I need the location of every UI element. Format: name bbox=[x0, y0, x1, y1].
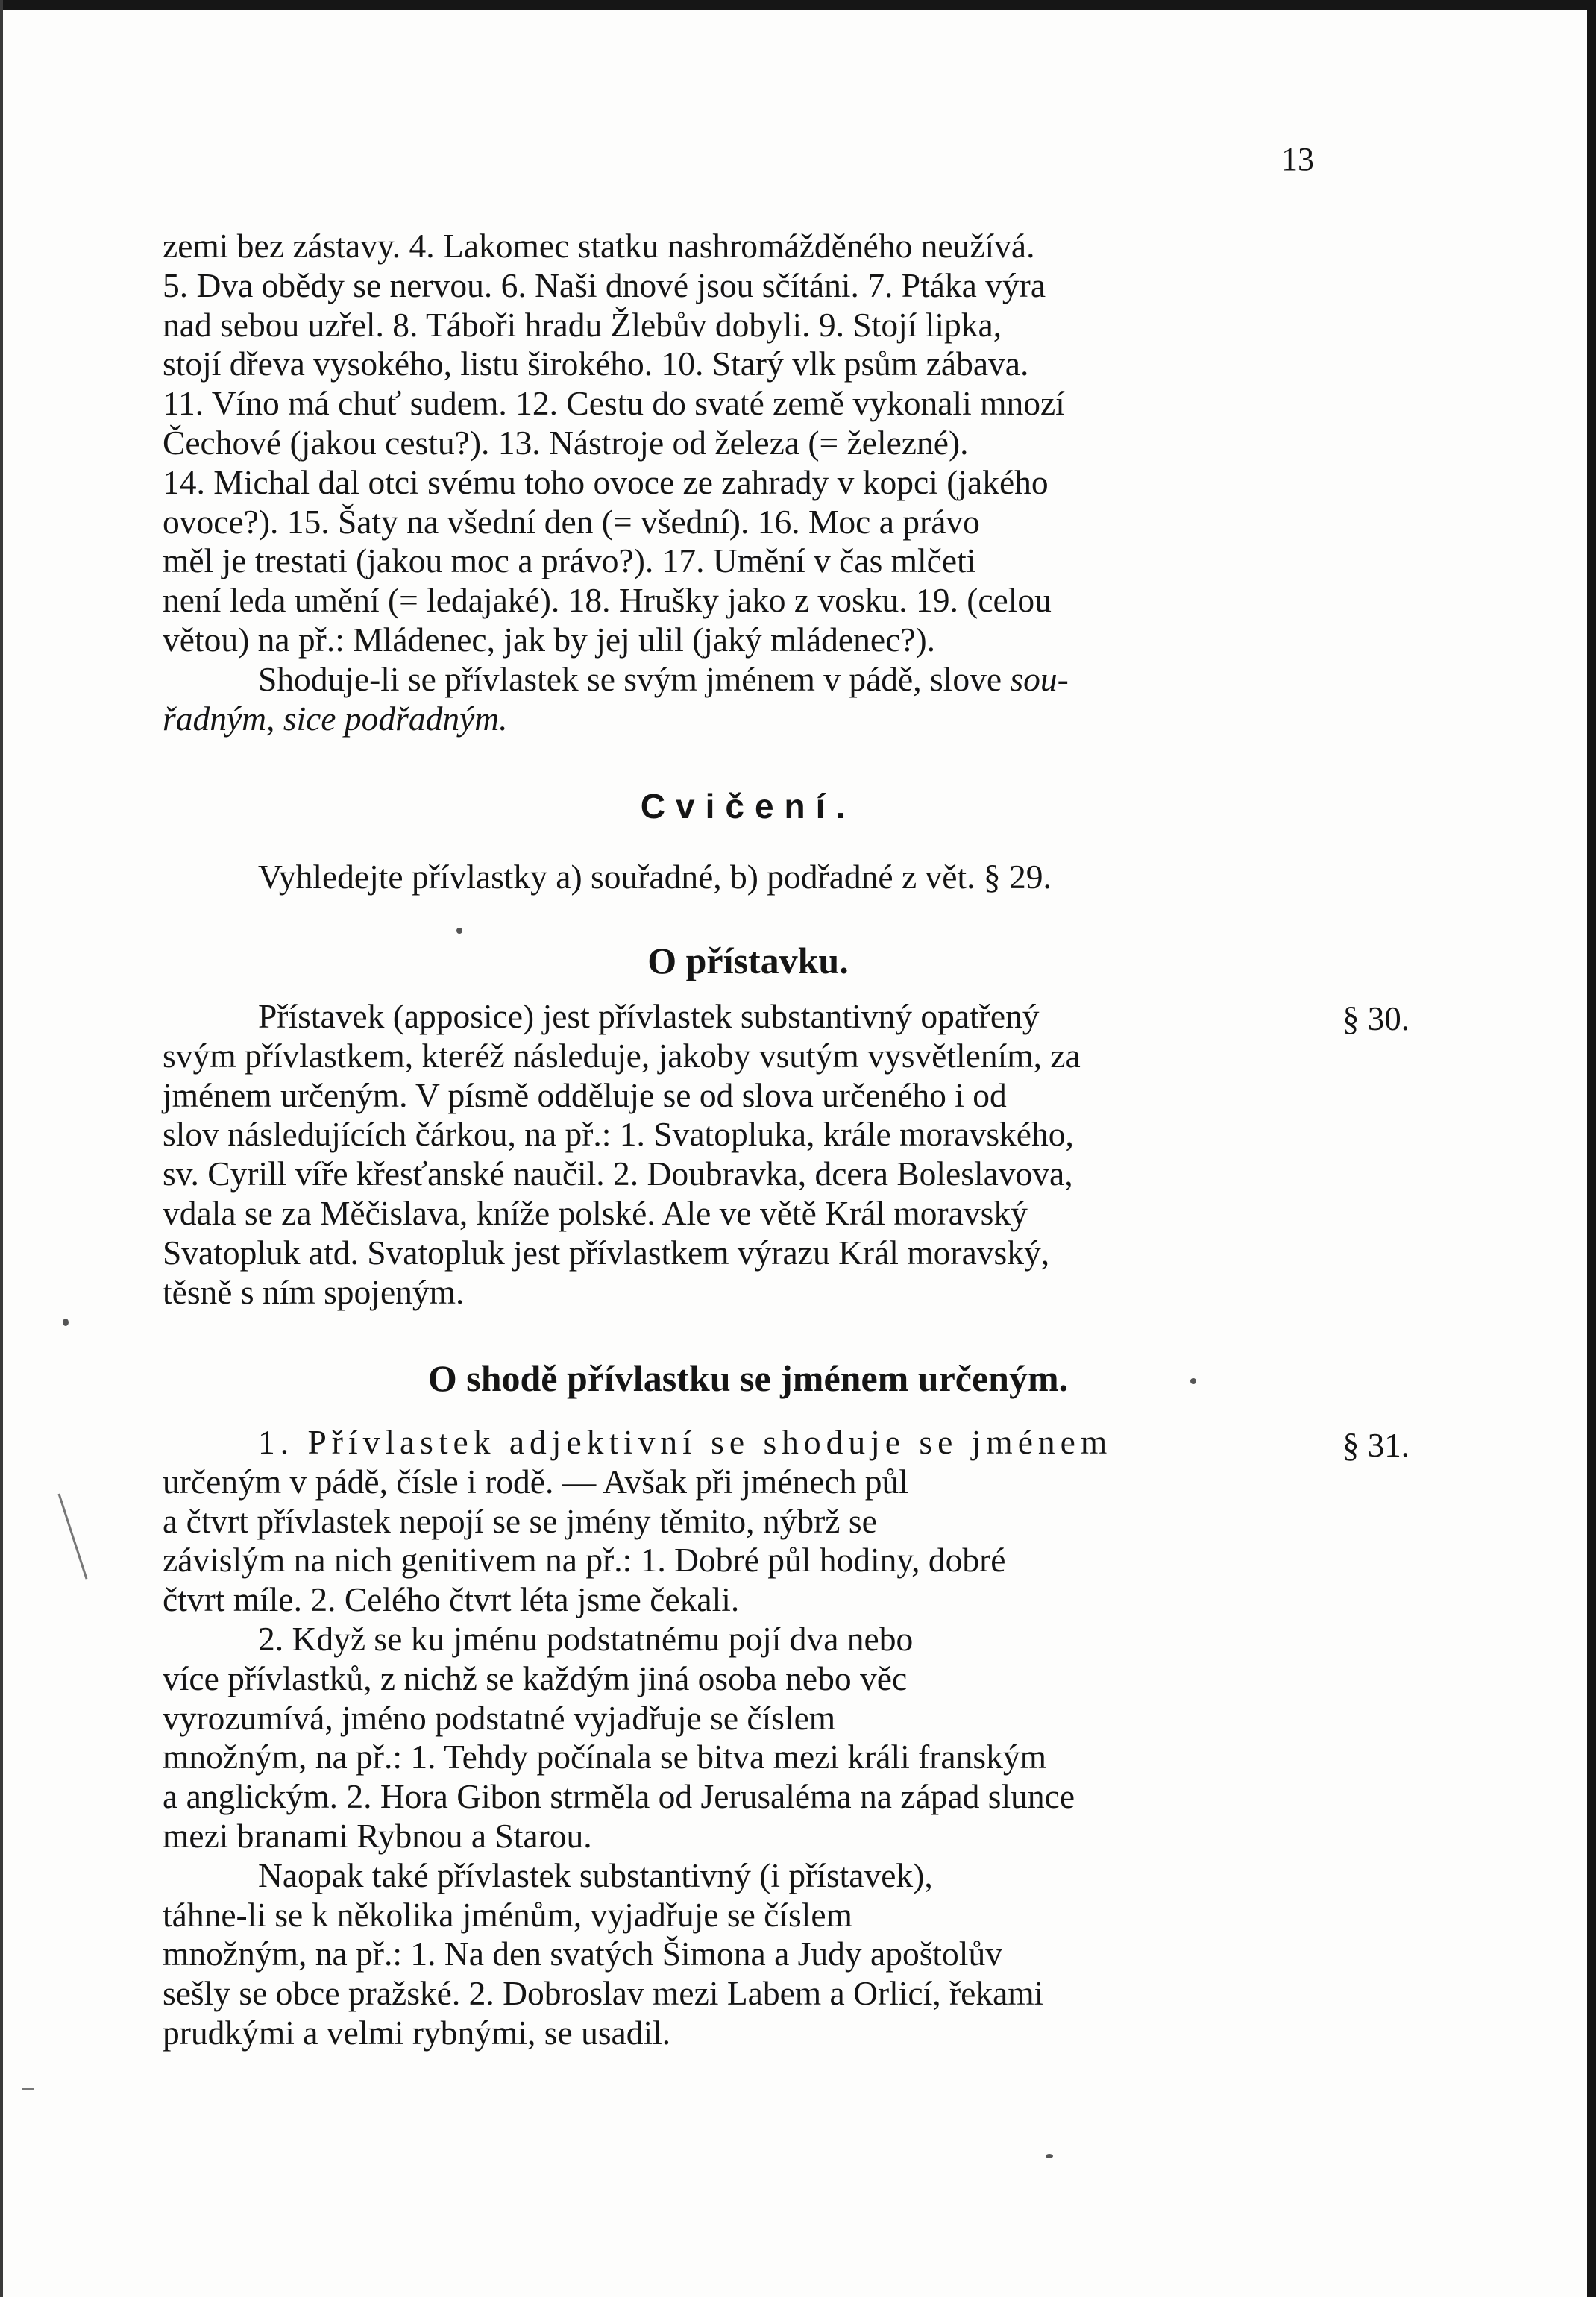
text-line: Čechové (jakou cestu?). 13. Nástroje od železa (= železné). bbox=[163, 423, 969, 462]
pristavek-heading: O přístavku. bbox=[647, 940, 849, 981]
text-line: Svatopluk atd. Svatopluk jest přívlastkem výrazu Král moravský, bbox=[163, 1233, 1050, 1272]
text-line: ovoce?). 15. Šaty na všední den (= všední). 16. Moc a právo bbox=[163, 502, 980, 541]
rule-text: Shoduje-li se přívlastek se svým jménem v pádě, slove bbox=[258, 659, 1011, 698]
rule-italic: sou- bbox=[1010, 659, 1069, 698]
rule-italic: řadným, sice podřadným. bbox=[163, 699, 508, 738]
scan-speck bbox=[456, 928, 462, 934]
text-line: 1. Přívlastek adjektivní se shoduje se jménem bbox=[258, 1423, 1113, 1461]
section-mark-30: § 30. bbox=[1342, 1000, 1410, 1037]
text-line: větou) na př.: Mládenec, jak by jej ulil (jaký mládenec?). bbox=[163, 620, 935, 659]
text-line: nad sebou uzřel. 8. Táboři hradu Žlebův dobyli. 9. Stojí lipka, bbox=[163, 305, 1002, 344]
page-number: 13 bbox=[1281, 141, 1314, 177]
text-line: 5. Dva obědy se nervou. 6. Naši dnové jsou sčítáni. 7. Ptáka výra bbox=[163, 265, 1046, 304]
cviceni-heading: Cvičení. bbox=[640, 787, 856, 826]
text-line: táhne-li se k několika jménům, vyjadřuje se číslem bbox=[163, 1895, 852, 1934]
shoda-paragraphs bbox=[163, 1423, 1333, 2053]
text-line: vyrozumívá, jméno podstatné vyjadřuje se číslem bbox=[163, 1698, 836, 1737]
scan-speck bbox=[1046, 2154, 1053, 2158]
text-line: sešly se obce pražské. 2. Dobroslav mezi Labem a Orlicí, řekami bbox=[163, 1974, 1044, 2013]
text-line: vdala se za Měčislava, kníže polské. Ale ve větě Král moravský bbox=[163, 1193, 1028, 1232]
cviceni-text: Vyhledejte přívlastky a) souřadné, b) podřadné z vět. § 29. bbox=[258, 858, 1052, 896]
cviceni-text-block bbox=[163, 858, 1333, 897]
scan-edge-left bbox=[0, 0, 3, 2297]
text-line: zemi bez zástavy. 4. Lakomec statku nashromážděného neužívá. bbox=[163, 227, 1035, 265]
scan-streak bbox=[58, 1493, 88, 1579]
text-line: stojí dřeva vysokého, listu širokého. 10. Starý vlk psům zábava. bbox=[163, 345, 1029, 383]
examples-continuation bbox=[163, 227, 1333, 738]
rule-sentence-end bbox=[163, 700, 1333, 739]
text-line: a anglickým. 2. Hora Gibon strměla od Jerusaléma na západ slunce bbox=[163, 1777, 1075, 1816]
text-line: Naopak také přívlastek substantivný (i přístavek), bbox=[258, 1855, 933, 1894]
text-line: prudkými a velmi rybnými, se usadil. bbox=[163, 2013, 671, 2052]
text-line: určeným v pádě, čísle i rodě. — Avšak při jménech půl bbox=[163, 1462, 908, 1501]
scan-edge-top bbox=[0, 0, 1596, 10]
text-line: těsně s ním spojeným. bbox=[163, 1272, 465, 1311]
pristavek-paragraph bbox=[163, 997, 1333, 1312]
text-line: množným, na př.: 1. Tehdy počínala se bitva mezi králi franským bbox=[163, 1738, 1046, 1776]
text-line: mezi branami Rybnou a Starou. bbox=[163, 1816, 592, 1855]
scan-speck bbox=[1190, 1378, 1196, 1384]
text-line: není leda umění (= ledajaké). 18. Hrušky jako z vosku. 19. (celou bbox=[163, 581, 1052, 620]
text-line: čtvrt míle. 2. Celého čtvrt léta jsme čekali. bbox=[163, 1580, 740, 1619]
text-line: množným, na př.: 1. Na den svatých Šimona a Judy apoštolův bbox=[163, 1935, 1002, 1973]
scan-streak bbox=[22, 2088, 34, 2090]
rule-sentence bbox=[163, 660, 1333, 700]
shoda-heading: O shodě přívlastku se jménem určeným. bbox=[427, 1357, 1069, 1399]
text-line: 14. Michal dal otci svému toho ovoce ze zahrady v kopci (jakého bbox=[163, 462, 1049, 501]
text-line: svým přívlastkem, kteréž následuje, jakoby vsutým vysvětlením, za bbox=[163, 1036, 1081, 1075]
text-line: závislým na nich genitivem na př.: 1. Dobré půl hodiny, dobré bbox=[163, 1541, 1006, 1580]
text-line: 11. Víno má chuť sudem. 12. Cestu do svaté země vykonali mnozí bbox=[163, 384, 1065, 423]
text-line: Přístavek (apposice) jest přívlastek substantivný opatřený bbox=[258, 997, 1040, 1035]
scan-speck bbox=[63, 1319, 69, 1326]
scan-edge-right bbox=[1587, 0, 1596, 2297]
text-line: a čtvrt přívlastek nepojí se se jmény těmito, nýbrž se bbox=[163, 1501, 877, 1540]
text-line: jménem určeným. V písmě odděluje se od slova určeného i od bbox=[163, 1075, 1007, 1114]
text-line: více přívlastků, z nichž se každým jiná osoba nebo věc bbox=[163, 1659, 908, 1697]
text-line: slov následujících čárkou, na př.: 1. Svatopluka, krále moravského, bbox=[163, 1115, 1074, 1154]
text-line: 2. Když se ku jménu podstatnému pojí dva nebo bbox=[258, 1619, 914, 1658]
text-line: měl je trestati (jakou moc a právo?). 17. Umění v čas mlčeti bbox=[163, 541, 976, 580]
section-mark-31: § 31. bbox=[1342, 1427, 1410, 1464]
text-line: sv. Cyrill víře křesťanské naučil. 2. Doubravka, dcera Boleslavova, bbox=[163, 1154, 1073, 1193]
